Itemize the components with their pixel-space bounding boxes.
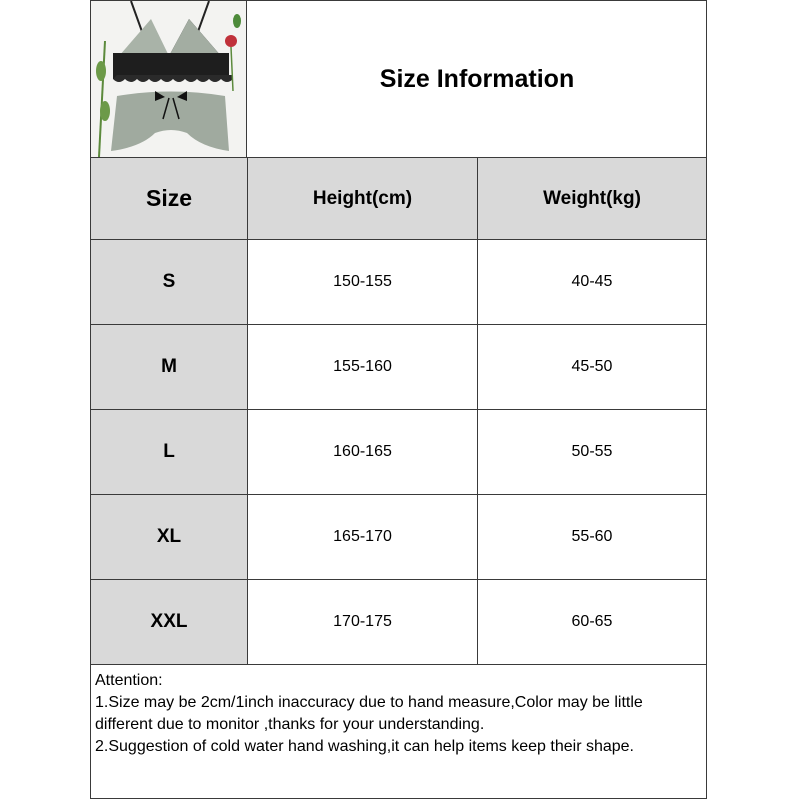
product-photo — [91, 1, 247, 157]
size-chart-frame — [90, 0, 707, 799]
header-height: Height(cm) — [248, 158, 478, 239]
notes-heading: Attention: — [95, 672, 163, 689]
table-row — [91, 240, 706, 325]
height-cell: 160-165 — [248, 410, 478, 494]
height-cell: 165-170 — [248, 495, 478, 579]
height-cell: 170-175 — [248, 580, 478, 664]
size-cell: M — [91, 325, 248, 409]
weight-cell: 45-50 — [571, 358, 613, 375]
attention-notes — [95, 670, 703, 758]
height-cell: 150-155 — [248, 240, 478, 324]
header-size: Size — [91, 158, 248, 239]
notes-line-2: 2.Suggestion of cold water hand washing,it can help items keep their shape. — [95, 738, 634, 755]
table-row — [91, 580, 706, 665]
weight-cell: 60-65 — [571, 613, 613, 630]
notes-line-1: 1.Size may be 2cm/1inch inaccuracy due to hand measure,Color may be little different due to monitor ,thanks for your understanding. — [95, 694, 643, 733]
size-cell: L — [91, 410, 248, 494]
page-title: Size Information — [379, 64, 575, 93]
size-cell: XXL — [91, 580, 248, 664]
size-cell: XL — [91, 495, 248, 579]
height-cell: 155-160 — [248, 325, 478, 409]
lingerie-set-image — [91, 1, 247, 157]
table-header-row — [91, 158, 706, 240]
weight-cell: 50-55 — [571, 443, 613, 460]
size-table — [91, 158, 706, 665]
table-row — [91, 325, 706, 410]
table-row — [91, 410, 706, 495]
size-cell: S — [91, 240, 248, 324]
weight-cell: 40-45 — [571, 273, 613, 290]
header-weight: Weight(kg) — [478, 158, 706, 239]
weight-cell: 55-60 — [571, 528, 613, 545]
chart-header — [91, 1, 706, 158]
table-row — [91, 495, 706, 580]
